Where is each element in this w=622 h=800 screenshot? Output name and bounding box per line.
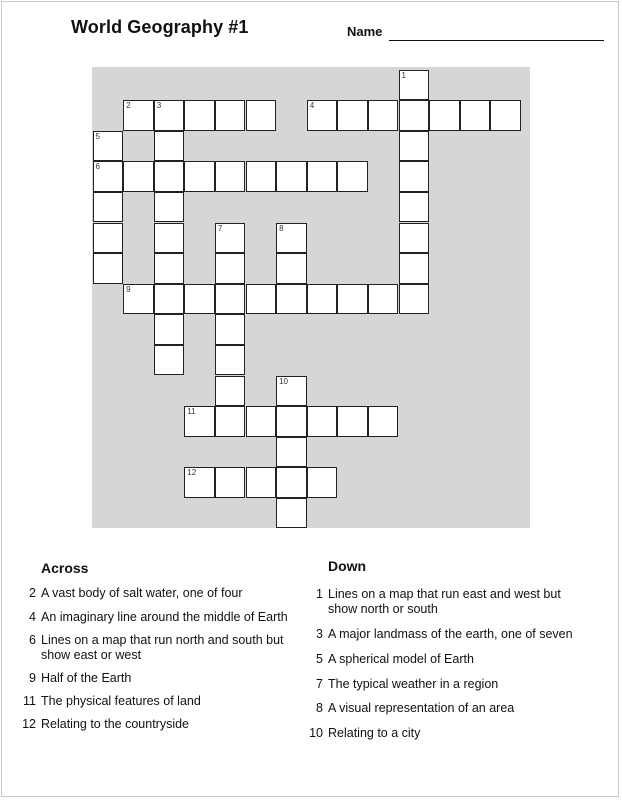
crossword-cell[interactable]	[276, 437, 307, 468]
crossword-cell[interactable]	[368, 100, 399, 131]
crossword-cell[interactable]	[93, 161, 124, 192]
crossword-cell[interactable]	[307, 284, 338, 315]
clue-text: The physical features of land	[41, 694, 201, 708]
crossword-cell[interactable]	[184, 100, 215, 131]
down-heading: Down	[328, 558, 367, 574]
clue-text: Relating to a city	[328, 726, 421, 740]
clue-number: 7	[316, 677, 323, 691]
crossword-cell[interactable]	[215, 467, 246, 498]
crossword-cell[interactable]	[93, 131, 124, 162]
clue-text: A visual representation of an area	[328, 701, 515, 715]
clue-number: 3	[156, 101, 162, 111]
crossword-cell[interactable]	[246, 100, 277, 131]
clue-number: 4	[309, 101, 315, 111]
crossword-cell[interactable]	[368, 406, 399, 437]
across-clue	[14, 694, 201, 709]
crossword-cell[interactable]	[490, 100, 521, 131]
crossword-cell[interactable]	[337, 406, 368, 437]
crossword-cell[interactable]	[399, 70, 430, 101]
crossword-cell[interactable]	[184, 284, 215, 315]
crossword-cell[interactable]	[399, 100, 430, 131]
crossword-cell[interactable]	[399, 131, 430, 162]
clue-text: Half of the Earth	[41, 671, 132, 685]
clue-text: An imaginary line around the middle of Earth	[41, 610, 288, 624]
clue-number: 1	[401, 70, 406, 80]
clue-number: 12	[22, 717, 36, 731]
crossword-cell[interactable]	[399, 192, 430, 223]
crossword-cell[interactable]	[93, 253, 124, 284]
clue-text: A vast body of salt water, one of four	[41, 586, 243, 600]
crossword-cell[interactable]	[123, 100, 154, 131]
crossword-cell[interactable]	[215, 100, 246, 131]
crossword-cell[interactable]	[154, 161, 185, 192]
clue-text: A major landmass of the earth, one of seven	[328, 627, 573, 641]
crossword-cell[interactable]	[154, 192, 185, 223]
crossword-cell[interactable]	[154, 223, 185, 254]
clue-number: 9	[29, 671, 36, 685]
crossword-cell[interactable]	[246, 406, 277, 437]
crossword-cell[interactable]	[429, 100, 460, 131]
crossword-cell[interactable]	[399, 253, 430, 284]
crossword-cell[interactable]	[337, 100, 368, 131]
clue-number: 10	[309, 726, 323, 740]
clue-number: 2	[29, 586, 36, 600]
clue-number: 6	[29, 633, 36, 647]
across-heading: Across	[41, 560, 89, 576]
clue-number: 9	[126, 284, 131, 294]
clue-text: Lines on a map that run east and west but	[328, 587, 561, 601]
crossword-cell[interactable]	[154, 131, 185, 162]
crossword-cell[interactable]	[337, 284, 368, 315]
crossword-cell[interactable]	[276, 223, 307, 254]
down-clue	[301, 587, 561, 617]
crossword-cell[interactable]	[399, 223, 430, 254]
down-clue	[301, 726, 420, 741]
crossword-cell[interactable]	[215, 223, 246, 254]
crossword-cell[interactable]	[276, 467, 307, 498]
clue-text: A spherical model of Earth	[328, 652, 474, 666]
crossword-cell[interactable]	[460, 100, 491, 131]
crossword-cell[interactable]	[215, 376, 246, 407]
crossword-cell[interactable]	[215, 284, 246, 315]
crossword-cell[interactable]	[154, 345, 185, 376]
clue-number: 5	[95, 131, 100, 141]
crossword-cell[interactable]	[399, 284, 430, 315]
clue-number: 8	[279, 223, 284, 233]
clue-text: The typical weather in a region	[328, 677, 499, 691]
crossword-cell[interactable]	[123, 284, 154, 315]
crossword-cell[interactable]	[276, 161, 307, 192]
across-clue	[14, 633, 284, 663]
crossword-cell[interactable]	[184, 467, 215, 498]
crossword-cell[interactable]	[246, 467, 277, 498]
clue-text-continued: show north or south	[328, 602, 438, 616]
down-clue	[301, 627, 573, 642]
crossword-cell[interactable]	[307, 467, 338, 498]
clue-number: 3	[316, 627, 323, 641]
crossword-cell[interactable]	[93, 223, 124, 254]
crossword-cell[interactable]	[368, 284, 399, 315]
clue-number: 11	[23, 694, 36, 708]
crossword-cell[interactable]	[276, 406, 307, 437]
crossword-cell[interactable]	[246, 284, 277, 315]
crossword-cell[interactable]	[215, 406, 246, 437]
down-clue	[301, 701, 514, 716]
clue-text-continued: show east or west	[41, 648, 142, 662]
crossword-cell[interactable]	[215, 161, 246, 192]
clue-number: 12	[187, 468, 197, 478]
crossword-cell[interactable]	[276, 498, 307, 529]
down-clue	[301, 652, 474, 667]
down-clue	[301, 677, 498, 692]
crossword-cell[interactable]	[184, 161, 215, 192]
clue-number: 6	[95, 162, 100, 172]
clue-number: 11	[187, 407, 196, 417]
clue-number: 5	[316, 652, 323, 666]
crossword-cell[interactable]	[246, 161, 277, 192]
crossword-cell[interactable]	[307, 100, 338, 131]
crossword-cell[interactable]	[154, 314, 185, 345]
name-label: Name	[347, 24, 383, 39]
crossword-cell[interactable]	[307, 161, 338, 192]
crossword-cell[interactable]	[93, 192, 124, 223]
crossword-cell[interactable]	[215, 345, 246, 376]
crossword-cell[interactable]	[276, 253, 307, 284]
clue-text: Lines on a map that run north and south but	[41, 633, 284, 647]
crossword-cell[interactable]	[215, 314, 246, 345]
crossword-cell[interactable]	[154, 284, 185, 315]
clue-text: Relating to the countryside	[41, 717, 190, 731]
crossword-cell[interactable]	[154, 100, 185, 131]
across-clue	[14, 586, 243, 601]
clue-number: 1	[316, 587, 323, 601]
crossword-cell[interactable]	[276, 284, 307, 315]
crossword-cell[interactable]	[123, 161, 154, 192]
across-clue	[14, 610, 288, 625]
clue-number: 7	[217, 223, 223, 233]
worksheet-title: World Geography #1	[71, 17, 249, 37]
crossword-cell[interactable]	[215, 253, 246, 284]
across-clue	[14, 717, 189, 732]
crossword-cell[interactable]	[307, 406, 338, 437]
clue-number: 10	[279, 376, 288, 386]
across-clue	[14, 671, 131, 686]
crossword-cell[interactable]	[399, 161, 430, 192]
crossword-cell[interactable]	[276, 376, 307, 407]
crossword-cell[interactable]	[184, 406, 215, 437]
crossword-cell[interactable]	[337, 161, 368, 192]
clue-number: 4	[29, 610, 36, 624]
crossword-cell[interactable]	[154, 253, 185, 284]
name-input-line[interactable]	[389, 40, 604, 41]
clue-number: 2	[126, 101, 131, 111]
clue-number: 8	[316, 701, 323, 715]
